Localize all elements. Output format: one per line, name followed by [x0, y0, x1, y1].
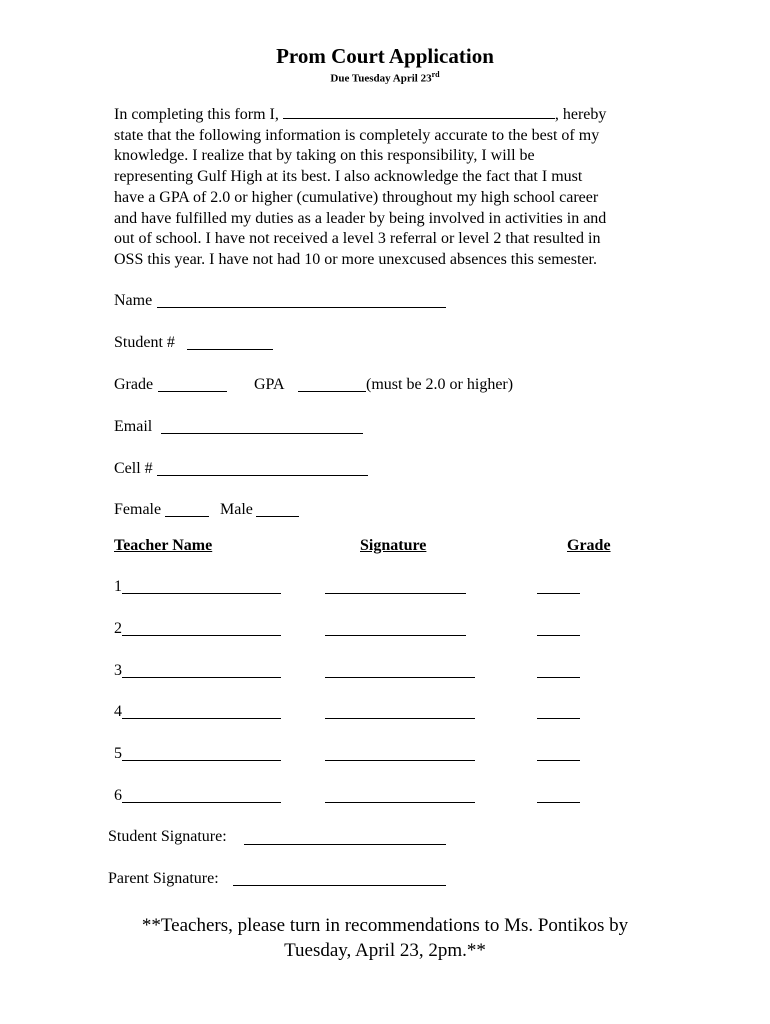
teacher-row-number: 6 [114, 787, 122, 804]
teacher-name-field[interactable] [122, 718, 281, 719]
teacher-instructions-line: Tuesday, April 23, 2pm.** [284, 940, 486, 961]
teacher-row-number: 4 [114, 703, 122, 720]
teacher-signature-field[interactable] [325, 718, 475, 719]
female-field[interactable] [165, 516, 209, 517]
female-label: Female [114, 501, 162, 518]
statement-line: and have fulfilled my duties as a leader by being involved in activities in and [114, 209, 607, 227]
teacher-row-number: 2 [114, 620, 122, 637]
statement-line: have a GPA of 2.0 or higher (cumulative) throughout my high school career [114, 188, 599, 206]
statement-line [114, 104, 662, 126]
teacher-signature-field[interactable] [325, 593, 466, 594]
student-signature-field[interactable] [244, 844, 446, 845]
male-label: Male [220, 501, 253, 518]
statement-paragraph [114, 104, 662, 271]
gpa-label: GPA [254, 376, 285, 393]
due-date [0, 70, 770, 85]
name-field[interactable] [157, 307, 446, 308]
statement-intro: In completing this form I, [114, 106, 283, 123]
teacher-name-header: Teacher Name [114, 537, 213, 554]
grade-field[interactable] [158, 391, 227, 392]
cell-field[interactable] [157, 475, 368, 476]
teacher-row-number: 3 [114, 662, 122, 679]
gpa-field[interactable] [298, 391, 366, 392]
due-date-text: Due Tuesday April 23 [330, 72, 432, 85]
teacher-row-number: 5 [114, 745, 122, 762]
form-title: Prom Court Application [276, 44, 494, 68]
teacher-grade-field[interactable] [537, 677, 580, 678]
teacher-grade-field[interactable] [537, 760, 580, 761]
grade-label: Grade [114, 376, 154, 393]
statement-line: knowledge. I realize that by taking on this responsibility, I will be [114, 147, 535, 165]
due-date-suffix: rd [431, 70, 440, 79]
teacher-row-number: 1 [114, 578, 122, 595]
statement-hereby: , hereby [554, 106, 607, 123]
teacher-grade-field[interactable] [537, 593, 580, 594]
teacher-signature-field[interactable] [325, 760, 475, 761]
statement-line: representing Gulf High at its best. I also acknowledge the fact that I must [114, 168, 583, 186]
email-label: Email [114, 418, 153, 435]
statement-line: OSS this year. I have not had 10 or more unexcused absences this semester. [114, 250, 597, 268]
teacher-name-field[interactable] [122, 802, 281, 803]
grade-header: Grade [567, 537, 611, 554]
teacher-signature-field[interactable] [325, 635, 466, 636]
teacher-grade-field[interactable] [537, 635, 580, 636]
teacher-name-field[interactable] [122, 635, 281, 636]
teacher-signature-field[interactable] [325, 802, 475, 803]
teacher-grade-field[interactable] [537, 718, 580, 719]
student-number-field[interactable] [187, 349, 273, 350]
cell-label: Cell # [114, 460, 153, 477]
student-number-label: Student # [114, 334, 175, 351]
name-label: Name [114, 292, 153, 309]
email-field[interactable] [161, 433, 363, 434]
statement-line: state that the following information is completely accurate to the best of my [114, 126, 600, 144]
teacher-name-field[interactable] [122, 677, 281, 678]
parent-signature-label: Parent Signature: [108, 870, 219, 887]
teacher-instructions [0, 913, 770, 963]
teacher-instructions-line: **Teachers, please turn in recommendations to Ms. Pontikos by [141, 915, 629, 936]
applicant-name-blank[interactable] [283, 104, 555, 119]
parent-signature-field[interactable] [233, 885, 446, 886]
gpa-note: (must be 2.0 or higher) [366, 376, 514, 393]
teacher-grade-field[interactable] [537, 802, 580, 803]
statement-line: out of school. I have not received a level 3 referral or level 2 that resulted in [114, 230, 601, 248]
male-field[interactable] [256, 516, 299, 517]
teacher-name-field[interactable] [122, 593, 281, 594]
teacher-signature-field[interactable] [325, 677, 475, 678]
student-signature-label: Student Signature: [108, 828, 227, 845]
teacher-name-field[interactable] [122, 760, 281, 761]
signature-header: Signature [360, 537, 427, 554]
